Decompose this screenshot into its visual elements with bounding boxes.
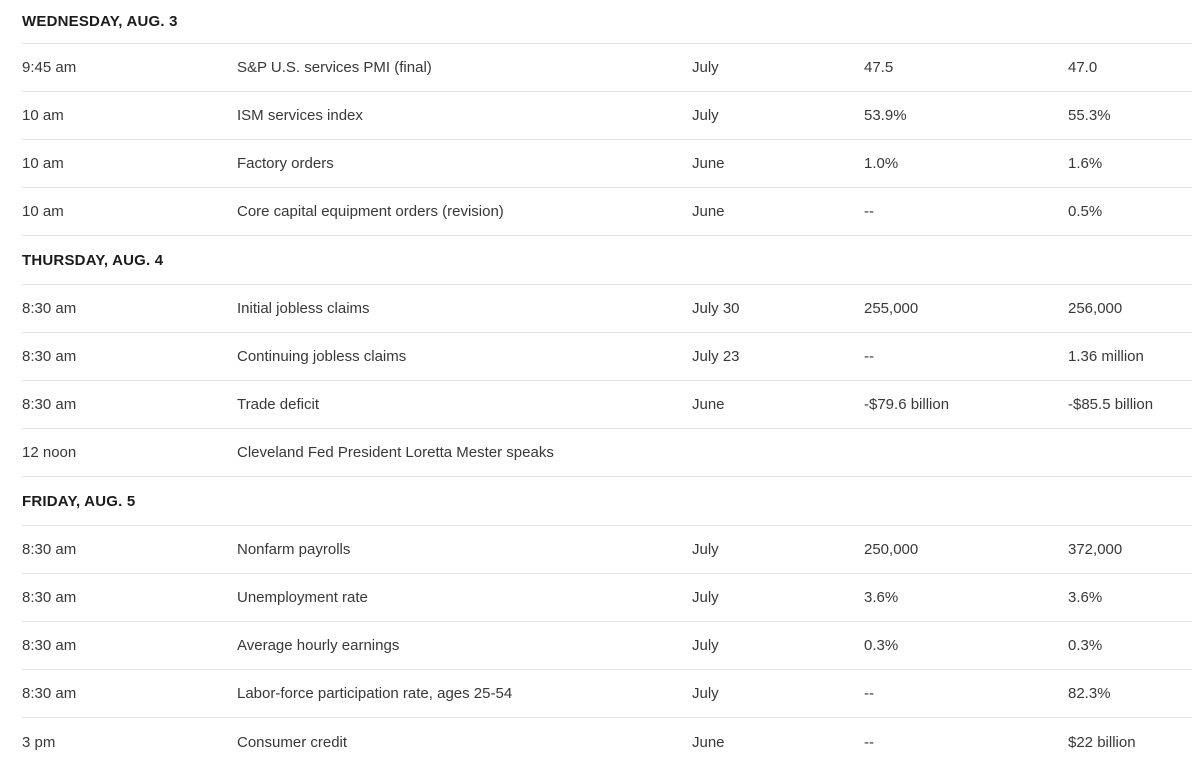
cell-forecast: -- bbox=[864, 685, 874, 702]
cell-time: 12 noon bbox=[22, 444, 77, 461]
cell-time: 8:30 am bbox=[22, 541, 77, 558]
cell-time: 10 am bbox=[22, 155, 64, 172]
cell-forecast: -$79.6 billion bbox=[864, 396, 950, 413]
table-row bbox=[22, 526, 1192, 574]
cell-previous: 372,000 bbox=[1068, 541, 1123, 558]
cell-period: July bbox=[692, 685, 719, 702]
cell-period: June bbox=[692, 203, 725, 220]
table-row bbox=[22, 140, 1192, 188]
cell-previous: 1.36 million bbox=[1068, 348, 1144, 365]
cell-previous: 47.0 bbox=[1068, 59, 1098, 76]
cell-report: Continuing jobless claims bbox=[237, 348, 407, 365]
table-row bbox=[22, 285, 1192, 333]
table-row bbox=[22, 429, 1192, 477]
cell-previous: $22 billion bbox=[1068, 733, 1136, 751]
day-header bbox=[22, 0, 1192, 44]
cell-forecast: -- bbox=[864, 348, 874, 365]
cell-report: Labor-force participation rate, ages 25-54 bbox=[237, 685, 513, 702]
cell-report: S&P U.S. services PMI (final) bbox=[237, 59, 432, 76]
cell-time: 10 am bbox=[22, 203, 64, 220]
cell-time: 8:30 am bbox=[22, 348, 77, 365]
cell-forecast: -- bbox=[864, 733, 874, 751]
cell-period: June bbox=[692, 733, 725, 751]
table-row bbox=[22, 92, 1192, 140]
cell-period: July bbox=[692, 541, 719, 558]
cell-previous: 256,000 bbox=[1068, 300, 1123, 317]
cell-report: Cleveland Fed President Loretta Mester speaks bbox=[237, 444, 554, 461]
cell-report: Core capital equipment orders (revision) bbox=[237, 203, 504, 220]
cell-previous: 1.6% bbox=[1068, 155, 1103, 172]
cell-forecast: -- bbox=[864, 203, 874, 220]
cell-report: Factory orders bbox=[237, 155, 334, 172]
cell-forecast: 53.9% bbox=[864, 107, 907, 124]
day-header bbox=[22, 236, 1192, 285]
cell-previous: -$85.5 billion bbox=[1068, 396, 1154, 413]
cell-report: Unemployment rate bbox=[237, 589, 368, 606]
cell-forecast: 250,000 bbox=[864, 541, 919, 558]
cell-time: 8:30 am bbox=[22, 685, 77, 702]
cell-report: Consumer credit bbox=[237, 733, 348, 751]
table-row bbox=[22, 44, 1192, 92]
cell-time: 8:30 am bbox=[22, 637, 77, 654]
day-label: FRIDAY, AUG. 5 bbox=[22, 492, 136, 510]
cell-period: July bbox=[692, 59, 719, 76]
table-row bbox=[22, 188, 1192, 236]
cell-period: June bbox=[692, 155, 725, 172]
cell-time: 8:30 am bbox=[22, 589, 77, 606]
cell-previous: 82.3% bbox=[1068, 685, 1111, 702]
cell-report: ISM services index bbox=[237, 107, 363, 124]
table-row bbox=[22, 670, 1192, 718]
cell-previous: 0.3% bbox=[1068, 637, 1103, 654]
cell-time: 10 am bbox=[22, 107, 64, 124]
cell-previous: 55.3% bbox=[1068, 107, 1111, 124]
cell-forecast: 255,000 bbox=[864, 300, 919, 317]
cell-period: July 23 bbox=[692, 348, 740, 365]
cell-forecast: 47.5 bbox=[864, 59, 894, 76]
day-header bbox=[22, 477, 1192, 526]
cell-report: Initial jobless claims bbox=[237, 300, 370, 317]
cell-report: Average hourly earnings bbox=[237, 637, 400, 654]
cell-period: July 30 bbox=[692, 300, 740, 317]
day-label: THURSDAY, AUG. 4 bbox=[22, 251, 164, 269]
cell-time: 8:30 am bbox=[22, 300, 77, 317]
cell-period: June bbox=[692, 396, 725, 413]
cell-report: Nonfarm payrolls bbox=[237, 541, 351, 558]
table-row bbox=[22, 718, 1192, 766]
cell-time: 8:30 am bbox=[22, 396, 77, 413]
cell-time: 9:45 am bbox=[22, 59, 77, 76]
day-label: WEDNESDAY, AUG. 3 bbox=[22, 13, 178, 30]
cell-previous: 0.5% bbox=[1068, 203, 1103, 220]
cell-time: 3 pm bbox=[22, 733, 56, 751]
cell-forecast: 1.0% bbox=[864, 155, 899, 172]
economic-calendar-table bbox=[22, 0, 1192, 766]
cell-period: July bbox=[692, 107, 719, 124]
cell-previous: 3.6% bbox=[1068, 589, 1103, 606]
table-row bbox=[22, 574, 1192, 622]
cell-forecast: 3.6% bbox=[864, 589, 899, 606]
table-row bbox=[22, 622, 1192, 670]
table-row bbox=[22, 333, 1192, 381]
cell-report: Trade deficit bbox=[237, 396, 319, 413]
cell-forecast: 0.3% bbox=[864, 637, 899, 654]
cell-period: July bbox=[692, 589, 719, 606]
table-row bbox=[22, 381, 1192, 429]
cell-period: July bbox=[692, 637, 719, 654]
